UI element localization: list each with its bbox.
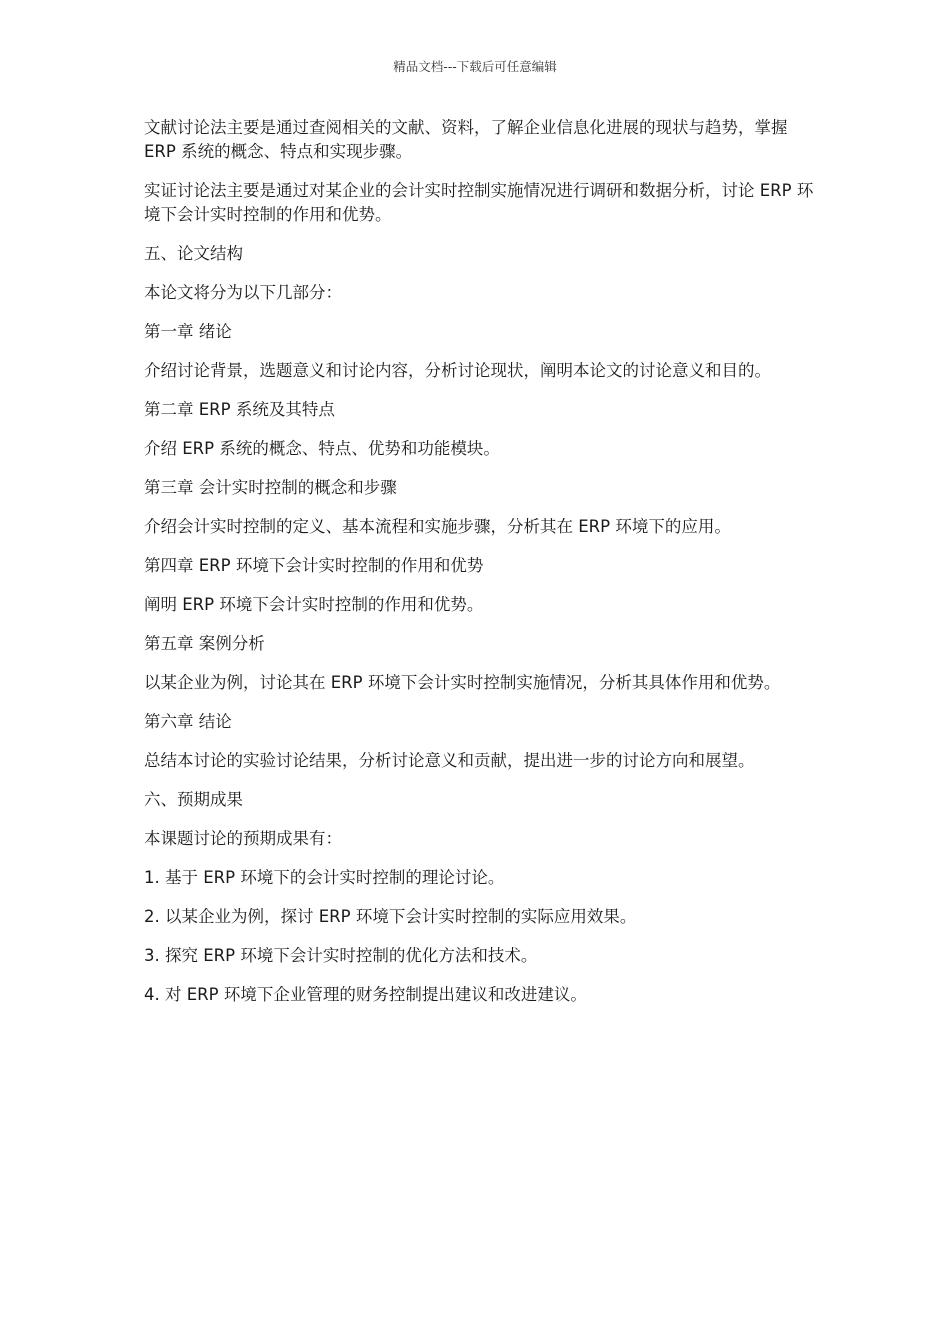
chapter-heading-3: 第三章 会计实时控制的概念和步骤	[144, 478, 397, 497]
chapter-heading-2: 第二章 ERP 系统及其特点	[144, 400, 335, 419]
chapter-desc-4: 阐明 ERP 环境下会计实时控制的作用和优势。	[144, 595, 484, 614]
document-body	[144, 116, 824, 1022]
chapter-heading-1: 第一章 绪论	[144, 322, 232, 341]
page-header: 精品文档---下载后可任意编辑	[393, 59, 557, 74]
section-heading-outcomes: 六、预期成果	[144, 790, 243, 809]
chapter-desc-5: 以某企业为例，讨论其在 ERP 环境下会计实时控制实施情况，分析其具体作用和优势。	[144, 673, 781, 692]
chapter-heading-4: 第四章 ERP 环境下会计实时控制的作用和优势	[144, 556, 484, 575]
chapter-desc-3: 介绍会计实时控制的定义、基本流程和实施步骤，分析其在 ERP 环境下的应用。	[144, 517, 731, 536]
outcome-item-3: 3. 探究 ERP 环境下会计实时控制的优化方法和技术。	[144, 946, 538, 965]
paragraph-outcomes-intro: 本课题讨论的预期成果有：	[144, 829, 342, 848]
chapter-desc-2: 介绍 ERP 系统的概念、特点、优势和功能模块。	[144, 439, 500, 458]
section-heading-structure: 五、论文结构	[144, 244, 243, 263]
paragraph-literature-method: 文献讨论法主要是通过查阅相关的文献、资料，了解企业信息化进展的现状与趋势，掌握 ERP 系统的概念、特点和实现步骤。	[144, 118, 788, 161]
chapter-heading-5: 第五章 案例分析	[144, 634, 265, 653]
paragraph-empirical-method: 实证讨论法主要是通过对某企业的会计实时控制实施情况进行调研和数据分析，讨论 ERP 环境下会计实时控制的作用和优势。	[144, 181, 814, 224]
outcome-item-4: 4. 对 ERP 环境下企业管理的财务控制提出建议和改进建议。	[144, 985, 587, 1004]
chapter-desc-1: 介绍讨论背景，选题意义和讨论内容，分析讨论现状，阐明本论文的讨论意义和目的。	[144, 361, 771, 380]
outcome-item-2: 2. 以某企业为例，探讨 ERP 环境下会计实时控制的实际应用效果。	[144, 907, 637, 926]
outcome-item-1: 1. 基于 ERP 环境下的会计实时控制的理论讨论。	[144, 868, 505, 887]
paragraph-structure-intro: 本论文将分为以下几部分：	[144, 283, 342, 302]
chapter-heading-6: 第六章 结论	[144, 712, 232, 731]
chapter-desc-6: 总结本讨论的实验讨论结果，分析讨论意义和贡献，提出进一步的讨论方向和展望。	[144, 751, 755, 770]
